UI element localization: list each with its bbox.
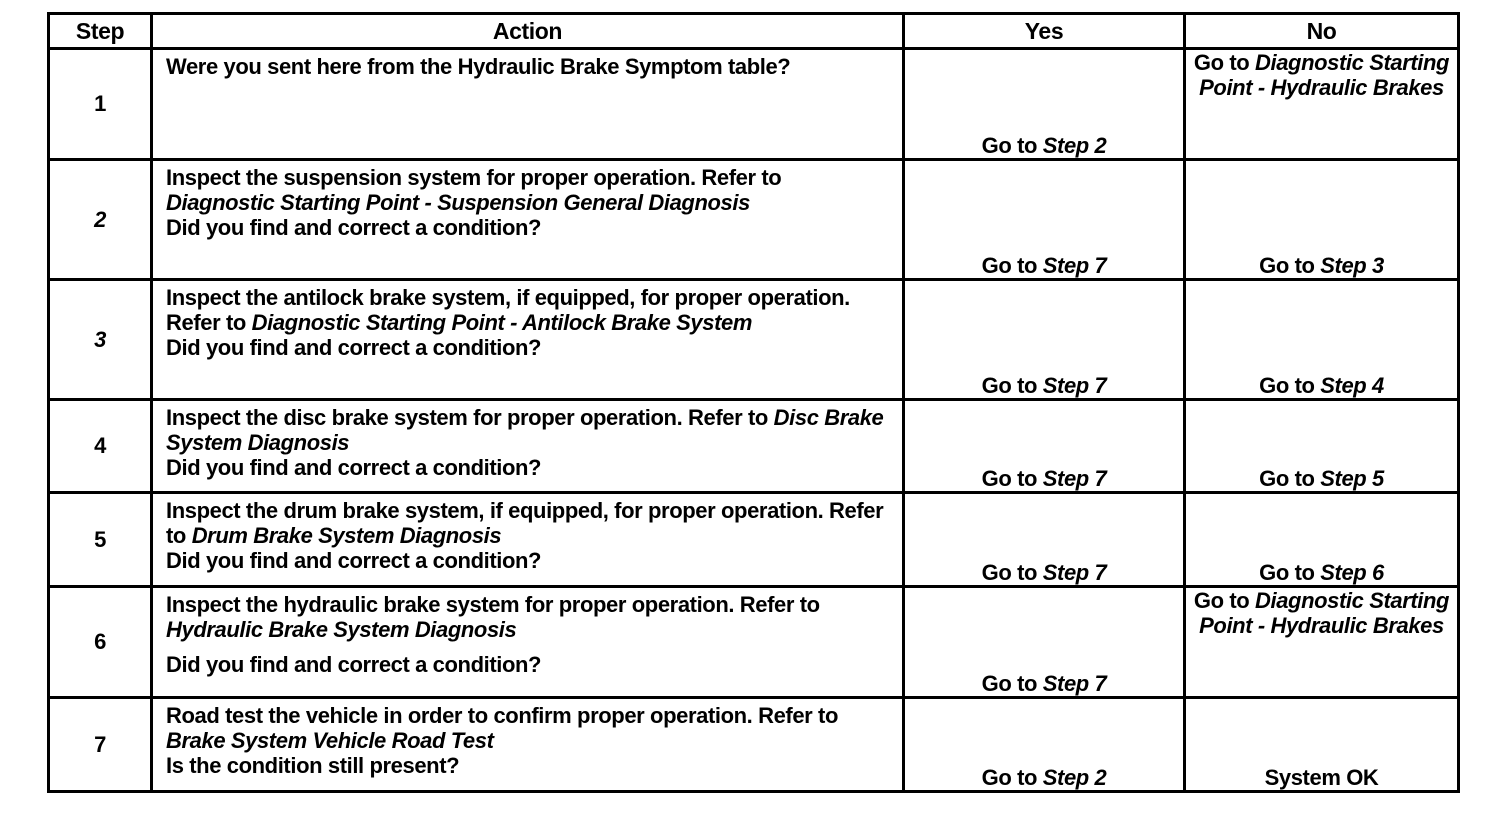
table-header-row bbox=[49, 14, 1459, 49]
instruction-lead: Inspect the disc brake system for proper operation. Refer to bbox=[166, 405, 774, 430]
question-text: Did you find and correct a condition? bbox=[166, 215, 542, 240]
instruction-lead: Inspect the drum brake system, if equipped, for proper operation. Refer to bbox=[166, 498, 884, 548]
action-cell bbox=[152, 400, 904, 493]
reference-link[interactable]: Brake System Vehicle Road Test bbox=[166, 728, 494, 753]
table-row bbox=[49, 49, 1459, 160]
yes-prefix: Go to bbox=[981, 765, 1043, 790]
instruction-text bbox=[166, 703, 894, 753]
no-prefix: Go to bbox=[1259, 253, 1321, 278]
yes-step-link[interactable]: Step 7 bbox=[1042, 253, 1107, 278]
no-cell bbox=[1185, 400, 1459, 493]
yes-prefix: Go to bbox=[981, 560, 1043, 585]
table-row bbox=[49, 160, 1459, 280]
no-prefix: Go to bbox=[1259, 560, 1321, 585]
instruction-lead: Road test the vehicle in order to confirm proper operation. Refer to bbox=[166, 703, 839, 728]
header-action: Action bbox=[152, 14, 904, 49]
question-text: Did you find and correct a condition? bbox=[166, 335, 542, 360]
diagnostic-table bbox=[47, 12, 1460, 793]
action-cell bbox=[152, 160, 904, 280]
no-cell bbox=[1185, 587, 1459, 698]
question-text: Did you find and correct a condition? bbox=[166, 455, 542, 480]
yes-step-link[interactable]: Step 7 bbox=[1042, 560, 1107, 585]
action-cell bbox=[152, 587, 904, 698]
instruction-lead: Inspect the hydraulic brake system for proper operation. Refer to bbox=[166, 592, 820, 617]
action-cell bbox=[152, 493, 904, 587]
action-cell bbox=[152, 698, 904, 792]
action-cell bbox=[152, 49, 904, 160]
yes-prefix: Go to bbox=[981, 466, 1043, 491]
step-number: 5 bbox=[49, 493, 152, 587]
yes-prefix: Go to bbox=[981, 133, 1043, 158]
table-row bbox=[49, 493, 1459, 587]
action-cell bbox=[152, 280, 904, 400]
no-prefix: Go to bbox=[1259, 373, 1321, 398]
reference-link[interactable]: Drum Brake System Diagnosis bbox=[191, 523, 502, 548]
reference-link[interactable]: Hydraulic Brake System Diagnosis bbox=[166, 617, 517, 642]
question-text: Did you find and correct a condition? bbox=[166, 652, 542, 677]
no-prefix: Go to bbox=[1193, 50, 1256, 75]
yes-cell bbox=[904, 160, 1185, 280]
no-step-link[interactable]: Step 4 bbox=[1320, 373, 1384, 398]
no-prefix: Go to bbox=[1259, 466, 1321, 491]
yes-step-link[interactable]: Step 7 bbox=[1042, 466, 1107, 491]
yes-step-link[interactable]: Step 2 bbox=[1042, 133, 1107, 158]
instruction-lead: Inspect the suspension system for proper operation. Refer to bbox=[166, 165, 782, 190]
no-cell bbox=[1185, 698, 1459, 792]
yes-step-link[interactable]: Step 7 bbox=[1042, 671, 1107, 696]
no-step-link[interactable]: Step 6 bbox=[1320, 560, 1384, 585]
reference-link[interactable]: Diagnostic Starting Point - Antilock Brake System bbox=[251, 310, 752, 335]
no-result-text: System OK bbox=[1264, 765, 1379, 790]
yes-prefix: Go to bbox=[981, 373, 1043, 398]
no-step-link[interactable]: Step 5 bbox=[1320, 466, 1384, 491]
table-row bbox=[49, 587, 1459, 698]
question-text: Is the condition still present? bbox=[166, 753, 460, 778]
step-number: 2 bbox=[49, 160, 152, 280]
table-row bbox=[49, 400, 1459, 493]
no-cell bbox=[1185, 280, 1459, 400]
header-step: Step bbox=[49, 14, 152, 49]
no-reference-link[interactable]: Diagnostic Starting Point - Hydraulic Brakes bbox=[1199, 588, 1450, 638]
no-cell bbox=[1185, 493, 1459, 587]
instruction-text bbox=[166, 498, 894, 548]
step-number: 4 bbox=[49, 400, 152, 493]
instruction-text bbox=[166, 592, 894, 642]
yes-cell bbox=[904, 493, 1185, 587]
yes-cell bbox=[904, 698, 1185, 792]
step-number: 1 bbox=[49, 49, 152, 160]
yes-prefix: Go to bbox=[981, 671, 1043, 696]
yes-cell bbox=[904, 49, 1185, 160]
no-prefix: Go to bbox=[1193, 588, 1256, 613]
instruction-lead: Inspect the antilock brake system, if equipped, for proper operation. Refer to bbox=[166, 285, 850, 335]
instruction-text bbox=[166, 285, 894, 335]
reference-link[interactable]: Diagnostic Starting Point - Suspension General Diagnosis bbox=[166, 190, 750, 215]
instruction-text bbox=[166, 405, 894, 455]
instruction-text: Were you sent here from the Hydraulic Brake Symptom table? bbox=[166, 54, 791, 79]
yes-cell bbox=[904, 400, 1185, 493]
no-step-link[interactable]: Step 3 bbox=[1320, 253, 1384, 278]
yes-step-link[interactable]: Step 7 bbox=[1042, 373, 1107, 398]
reference-link[interactable]: Disc Brake System Diagnosis bbox=[166, 405, 884, 455]
no-cell bbox=[1185, 160, 1459, 280]
table-row bbox=[49, 698, 1459, 792]
instruction-text bbox=[166, 165, 894, 215]
yes-step-link[interactable]: Step 2 bbox=[1042, 765, 1107, 790]
step-number: 3 bbox=[49, 280, 152, 400]
no-reference-link[interactable]: Diagnostic Starting Point - Hydraulic Brakes bbox=[1199, 50, 1450, 100]
table-row bbox=[49, 280, 1459, 400]
header-no: No bbox=[1185, 14, 1459, 49]
no-cell bbox=[1185, 49, 1459, 160]
yes-prefix: Go to bbox=[981, 253, 1043, 278]
yes-cell bbox=[904, 280, 1185, 400]
step-number: 6 bbox=[49, 587, 152, 698]
step-number: 7 bbox=[49, 698, 152, 792]
question-text: Did you find and correct a condition? bbox=[166, 548, 542, 573]
yes-cell bbox=[904, 587, 1185, 698]
header-yes: Yes bbox=[904, 14, 1185, 49]
